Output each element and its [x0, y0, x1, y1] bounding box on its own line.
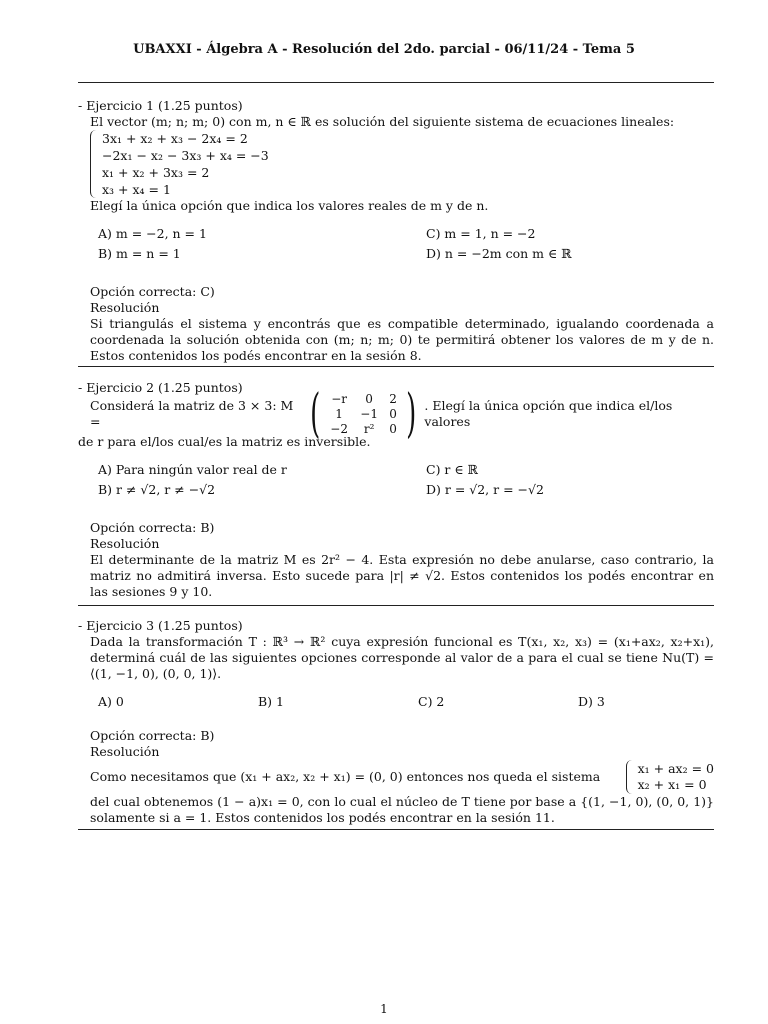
equation: −2x₁ − x₂ − 3x₃ + x₄ = −3	[102, 148, 269, 163]
brace	[626, 760, 635, 794]
matrix-cell: 0	[365, 391, 373, 406]
exercise-2	[78, 380, 714, 600]
exercise-1-statement: El vector (m; n; m; 0) con m, n ∈ ℝ es solución del siguiente sistema de ecuaciones lineales:	[90, 114, 675, 129]
matrix-cell: r²	[363, 421, 375, 436]
resolution-label: Resolución	[90, 744, 160, 759]
equation: x₁ + x₂ + 3x₃ = 2	[102, 165, 210, 180]
matrix-cell: −1	[360, 406, 378, 421]
matrix-m	[305, 384, 422, 444]
resolution-text: El determinante de la matriz M es 2r² − 4. Esta expresión no debe anularse, caso contrario, la matriz no admitirá inversa. Esto sucede para |r| ≠ √2. Estos contenidos los podés encontrar en las sesiones 9 y 10.	[90, 552, 714, 599]
equation-system	[626, 760, 714, 794]
statement-cont: de r para el/los cual/es la matriz es inversible.	[78, 434, 371, 449]
matrix-cell: 1	[335, 406, 343, 421]
resolution-text: del cual obtenemos (1 − a)x₁ = 0, con lo cual el núcleo de T tiene por base a {(1, −1, 0), (0, 0, 1)} solamente si a = 1. Estos contenidos los podés encontrar en la sesión 11.	[90, 794, 714, 825]
resolution-text: Si triangulás el sistema y encontrás que es compatible determinado, igualando coordenada a coordenada la solución obtenida con (m; n; m; 0) te permitirá obtener los valores de m y de n. Estos contenidos los podés encontrar en la sesión 8.	[90, 316, 714, 363]
correct-option: Opción correcta: B)	[90, 728, 215, 743]
options-list	[98, 226, 714, 262]
exercise-3-statement: Dada la transformación T : ℝ³ → ℝ² cuya expresión funcional es T(x₁, x₂, x₃) = (x₁+ax₂, x₂+x₁), determiná cuál de las siguientes opciones corresponde al valor de a para el cual se tiene Nu(T) = ⟨(1, −1, 0), (0, 0, 1)⟩.	[90, 634, 714, 681]
divider	[78, 829, 714, 830]
correct-option: Opción correcta: C)	[90, 284, 215, 299]
option-d: D) n = −2m con m ∈ ℝ	[426, 246, 572, 261]
exercise-2-title: - Ejercicio 2 (1.25 puntos)	[78, 380, 243, 395]
option-c: C) m = 1, n = −2	[426, 226, 536, 241]
resolution-label: Resolución	[90, 536, 160, 551]
equation: x₂ + x₁ = 0	[637, 777, 707, 792]
option-d: D) 3	[578, 694, 605, 709]
exercise-1-title: - Ejercicio 1 (1.25 puntos)	[78, 98, 243, 113]
resolution-text: Como necesitamos que (x₁ + ax₂, x₂ + x₁) = (0, 0) entonces nos queda el sistema	[90, 769, 601, 784]
matrix-cell: −2	[330, 421, 348, 436]
page-title: UBAXXI - Álgebra A - Resolución del 2do. parcial - 06/11/24 - Tema 5	[133, 42, 635, 57]
divider	[78, 366, 714, 367]
equation: x₃ + x₄ = 1	[102, 182, 171, 197]
option-b: B) m = n = 1	[98, 246, 181, 261]
exercise-3-title: - Ejercicio 3 (1.25 puntos)	[78, 618, 243, 633]
matrix-cell: 0	[389, 406, 397, 421]
options-list	[98, 462, 714, 498]
matrix-cell: 0	[389, 421, 397, 436]
divider	[78, 605, 714, 606]
correct-option: Opción correcta: B)	[90, 520, 215, 535]
statement-after: . Elegí la única opción que indica el/los valores	[424, 398, 673, 429]
options-list	[98, 694, 714, 710]
page-number: 1	[380, 1002, 388, 1016]
left-paren: (	[309, 384, 321, 444]
option-c: C) r ∈ ℝ	[426, 462, 478, 477]
option-d: D) r = √2, r = −√2	[426, 482, 544, 497]
right-paren: )	[406, 384, 417, 444]
exercise-1	[78, 98, 714, 364]
brace	[90, 130, 99, 198]
equation: x₁ + ax₂ = 0	[637, 761, 714, 776]
resolution-label: Resolución	[90, 300, 160, 315]
option-a: A) Para ningún valor real de r	[98, 462, 287, 477]
option-a: A) m = −2, n = 1	[98, 226, 207, 241]
exercise-3	[78, 618, 714, 826]
option-b: B) r ≠ √2, r ≠ −√2	[98, 482, 216, 497]
option-c: C) 2	[418, 694, 445, 709]
resolution-line	[78, 760, 714, 794]
matrix-cell: −r	[331, 391, 348, 406]
matrix-cell: 2	[389, 391, 397, 406]
equation-system	[90, 130, 714, 198]
equation: 3x₁ + x₂ + x₃ − 2x₄ = 2	[102, 131, 248, 146]
divider	[78, 82, 714, 83]
option-b: B) 1	[258, 694, 284, 709]
exercise-1-question: Elegí la única opción que indica los valores reales de m y de n.	[90, 198, 489, 213]
option-a: A) 0	[98, 694, 124, 709]
statement-before: Considerá la matriz de 3 × 3: M =	[90, 398, 294, 429]
